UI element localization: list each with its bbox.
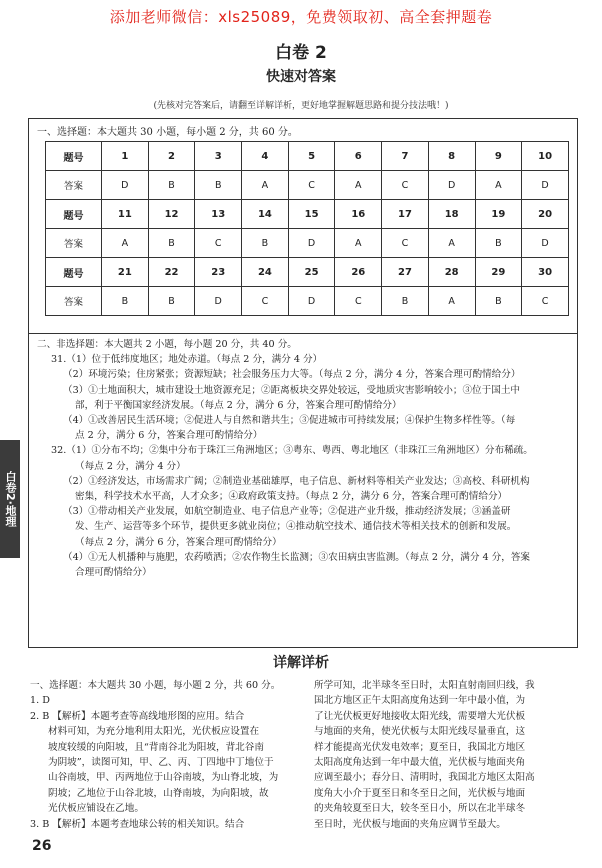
answer-line: 密集，科学技术水平高，人才众多；④政府政策支持。（每点 2 分，满分 6 分，答案合理可酌情给分） bbox=[75, 491, 508, 503]
question-number-cell: 17 bbox=[382, 200, 429, 229]
table-row bbox=[46, 142, 569, 171]
answer-cell: B bbox=[242, 229, 289, 258]
answer-cell: C bbox=[382, 229, 429, 258]
explanation-line: 阴坡；乙地位于山谷北坡，山脊南坡，为向阳坡，故 bbox=[48, 787, 269, 799]
question-number-cell: 28 bbox=[428, 258, 475, 287]
table-row bbox=[46, 171, 569, 200]
answer-line: 31.（1）位于低纬度地区；地处赤道。（每点 2 分，满分 4 分） bbox=[51, 354, 323, 366]
answer-cell: D bbox=[195, 287, 242, 316]
question-number-cell: 26 bbox=[335, 258, 382, 287]
answer-key-title: 快速对答案 bbox=[266, 69, 336, 85]
row-label: 答案 bbox=[46, 229, 102, 258]
answer-cell: B bbox=[148, 171, 195, 200]
question-number-cell: 18 bbox=[428, 200, 475, 229]
answer-line: （4）①无人机播种与施肥，农药喷洒；②农作物生长监测；③农田病虫害监测。（每点 2 分，满分 4 分，答案 bbox=[63, 551, 531, 563]
detail-right-column bbox=[314, 678, 580, 832]
explanation-line: 的夹角较夏至日大，较冬至日小，所以在北半球冬 bbox=[314, 803, 526, 815]
answer-cell: D bbox=[428, 171, 475, 200]
answer-line: 发、生产、运营等多个环节，提供更多就业岗位；④推动航空技术、通信技术等相关技术的创新和发展。 bbox=[75, 521, 517, 533]
answer-cell: C bbox=[335, 287, 382, 316]
row-label: 题号 bbox=[46, 200, 102, 229]
explanation-line: 与地面的夹角，使光伏板与太阳光线尽量垂直，这 bbox=[314, 726, 526, 738]
instruction-note: (先核对完答案后，请翻至详解详析，更好地掌握解题思路和提分技法哦！) bbox=[153, 101, 449, 111]
detail-left-column bbox=[30, 678, 298, 832]
table-row bbox=[46, 287, 569, 316]
answer-line: （每点 2 分，满分 4 分） bbox=[75, 460, 186, 472]
question-number-cell: 1 bbox=[102, 142, 149, 171]
answer-cell: B bbox=[475, 287, 522, 316]
question-number-cell: 20 bbox=[522, 200, 569, 229]
question-number-cell: 25 bbox=[288, 258, 335, 287]
detail-section-title: 详解详析 bbox=[273, 655, 329, 671]
answer-cell: B bbox=[148, 229, 195, 258]
question-number-cell: 27 bbox=[382, 258, 429, 287]
question-number-cell: 9 bbox=[475, 142, 522, 171]
answer-cell: D bbox=[288, 287, 335, 316]
question-number-cell: 2 bbox=[148, 142, 195, 171]
explanation-line: 样才能提高光伏发电效率；夏至日，我国北方地区 bbox=[314, 741, 526, 753]
row-label: 答案 bbox=[46, 287, 102, 316]
question-number-cell: 13 bbox=[195, 200, 242, 229]
row-label: 答案 bbox=[46, 171, 102, 200]
answer-line: 部，利于平衡国家经济发展。（每点 2 分，满分 6 分，答案合理可酌情给分） bbox=[75, 399, 402, 411]
explanation-line: 了让光伏板更好地接收太阳光线，需要增大光伏板 bbox=[314, 710, 526, 722]
answer-cell: C bbox=[195, 229, 242, 258]
explanation-line: 山谷南坡，甲、丙两地位于山谷南坡，为山脊北坡，为 bbox=[48, 772, 279, 784]
answer-table bbox=[45, 141, 569, 316]
answer-cell: B bbox=[148, 287, 195, 316]
explanation-line: 材料可知，为充分地利用太阳光，光伏板应设置在 bbox=[48, 726, 260, 738]
answer-cell: A bbox=[335, 171, 382, 200]
answer-cell: A bbox=[102, 229, 149, 258]
question-number-cell: 7 bbox=[382, 142, 429, 171]
answer-cell: B bbox=[475, 229, 522, 258]
question-number-cell: 23 bbox=[195, 258, 242, 287]
question-number-cell: 12 bbox=[148, 200, 195, 229]
explanation-line: 一、选择题：本大题共 30 小题，每小题 2 分，共 60 分。 bbox=[30, 680, 281, 691]
answer-line: （3）①土地面积大，城市建设土地资源充足；②距离板块交界处较远，受地质灾害影响较小；③位于国土中 bbox=[63, 384, 521, 396]
answer-cell: B bbox=[102, 287, 149, 316]
question-number-cell: 21 bbox=[102, 258, 149, 287]
question-number-cell: 10 bbox=[522, 142, 569, 171]
explanation-line: 为阴坡”，读图可知，甲、乙、丙、丁四地中丁地位于 bbox=[48, 757, 274, 769]
answer-cell: B bbox=[382, 287, 429, 316]
answer-line: （3）①带动相关产业发展，如航空制造业、电子信息产业等；②促进产业升级，推动经济发展；③涵盖研 bbox=[63, 506, 511, 518]
watermark-banner: 添加老师微信：xls25089，免费领取初、高全套押题卷 bbox=[109, 8, 493, 26]
answer-line: 32.（1）①分布不均；②集中分布于珠江三角洲地区；③粤东、粤西、粤北地区（非珠江三角洲地区）分布稀疏。 bbox=[51, 445, 533, 457]
question-number-cell: 29 bbox=[475, 258, 522, 287]
answer-line: 二、非选择题：本大题共 2 小题，每小题 20 分，共 40 分。 bbox=[37, 339, 297, 350]
row-label: 题号 bbox=[46, 142, 102, 171]
question-number-cell: 3 bbox=[195, 142, 242, 171]
answer-line: 点 2 分，满分 6 分，答案合理可酌情给分） bbox=[75, 430, 263, 442]
question-number-cell: 15 bbox=[288, 200, 335, 229]
page-number: 26 bbox=[32, 838, 52, 854]
question-number-cell: 16 bbox=[335, 200, 382, 229]
answer-cell: A bbox=[428, 229, 475, 258]
answer-cell: D bbox=[102, 171, 149, 200]
explanation-line: 太阳高度角达到一年中最大值，光伏板与地面夹角 bbox=[314, 757, 526, 769]
explanation-line: 1. D bbox=[30, 695, 50, 707]
answer-cell: A bbox=[242, 171, 289, 200]
answer-line: （每点 2 分，满分 6 分，答案合理可酌情给分） bbox=[75, 536, 282, 548]
question-number-cell: 8 bbox=[428, 142, 475, 171]
answer-cell: C bbox=[522, 287, 569, 316]
table-row bbox=[46, 258, 569, 287]
explanation-line: 国北方地区正午太阳高度角达到一年中最小值，为 bbox=[314, 695, 526, 707]
answer-cell: C bbox=[288, 171, 335, 200]
answer-cell: C bbox=[382, 171, 429, 200]
question-number-cell: 14 bbox=[242, 200, 289, 229]
answer-line: （4）①改善居民生活环境；②促进人与自然和谐共生；③促进城市可持续发展；④保护生物多样性等。（每 bbox=[63, 415, 516, 427]
question-number-cell: 24 bbox=[242, 258, 289, 287]
answer-cell: D bbox=[288, 229, 335, 258]
answer-line: （2）①经济发达，市场需求广阔；②制造业基础雄厚，电子信息、新材料等相关产业发达；③高校、科研机构 bbox=[63, 475, 530, 487]
explanation-line: 度角大小介于夏至日和冬至日之间，光伏板与地面 bbox=[314, 787, 526, 799]
explanation-line: 应调至最小；春分日、清明时，我国北方地区太阳高 bbox=[314, 772, 535, 784]
explanation-line: 至日时，光伏板与地面的夹角应调节至最大。 bbox=[314, 818, 506, 830]
question-number-cell: 30 bbox=[522, 258, 569, 287]
answer-cell: C bbox=[242, 287, 289, 316]
answer-line: 合理可酌情给分） bbox=[75, 567, 152, 579]
row-label: 题号 bbox=[46, 258, 102, 287]
explanation-line: 所学可知，北半球冬至日时，太阳直射南回归线，我 bbox=[314, 680, 535, 691]
explanation-line: 3. B 【解析】本题考查地球公转的相关知识。结合 bbox=[30, 818, 245, 830]
question-number-cell: 11 bbox=[102, 200, 149, 229]
answer-line: （2）环境污染；住房紧张；资源短缺；社会服务压力大等。（每点 2 分，满分 4 分，答案合理可酌情给分） bbox=[63, 369, 521, 381]
question-number-cell: 22 bbox=[148, 258, 195, 287]
question-number-cell: 6 bbox=[335, 142, 382, 171]
table-row bbox=[46, 200, 569, 229]
answer-cell: D bbox=[522, 229, 569, 258]
question-number-cell: 5 bbox=[288, 142, 335, 171]
explanation-line: 2. B 【解析】本题考查等高线地形图的应用。结合 bbox=[30, 710, 245, 722]
explanation-line: 坡度较缓的向阳坡，且“背南谷北为阳坡，背北谷南 bbox=[48, 741, 264, 753]
table-row bbox=[46, 229, 569, 258]
answer-cell: B bbox=[195, 171, 242, 200]
question-number-cell: 19 bbox=[475, 200, 522, 229]
section1-heading: 一、选择题：本大题共 30 小题，每小题 2 分，共 60 分。 bbox=[37, 127, 298, 138]
section2-answers bbox=[37, 337, 572, 580]
answer-cell: D bbox=[522, 171, 569, 200]
explanation-line: 光伏板应铺设在乙地。 bbox=[48, 803, 144, 815]
section-divider bbox=[29, 333, 577, 334]
answer-cell: A bbox=[428, 287, 475, 316]
answer-cell: A bbox=[335, 229, 382, 258]
answer-key-box bbox=[28, 118, 578, 648]
side-tab: 白卷2·地理 bbox=[0, 440, 20, 558]
page-title: 白卷 2 bbox=[275, 43, 327, 63]
answer-cell: A bbox=[475, 171, 522, 200]
question-number-cell: 4 bbox=[242, 142, 289, 171]
